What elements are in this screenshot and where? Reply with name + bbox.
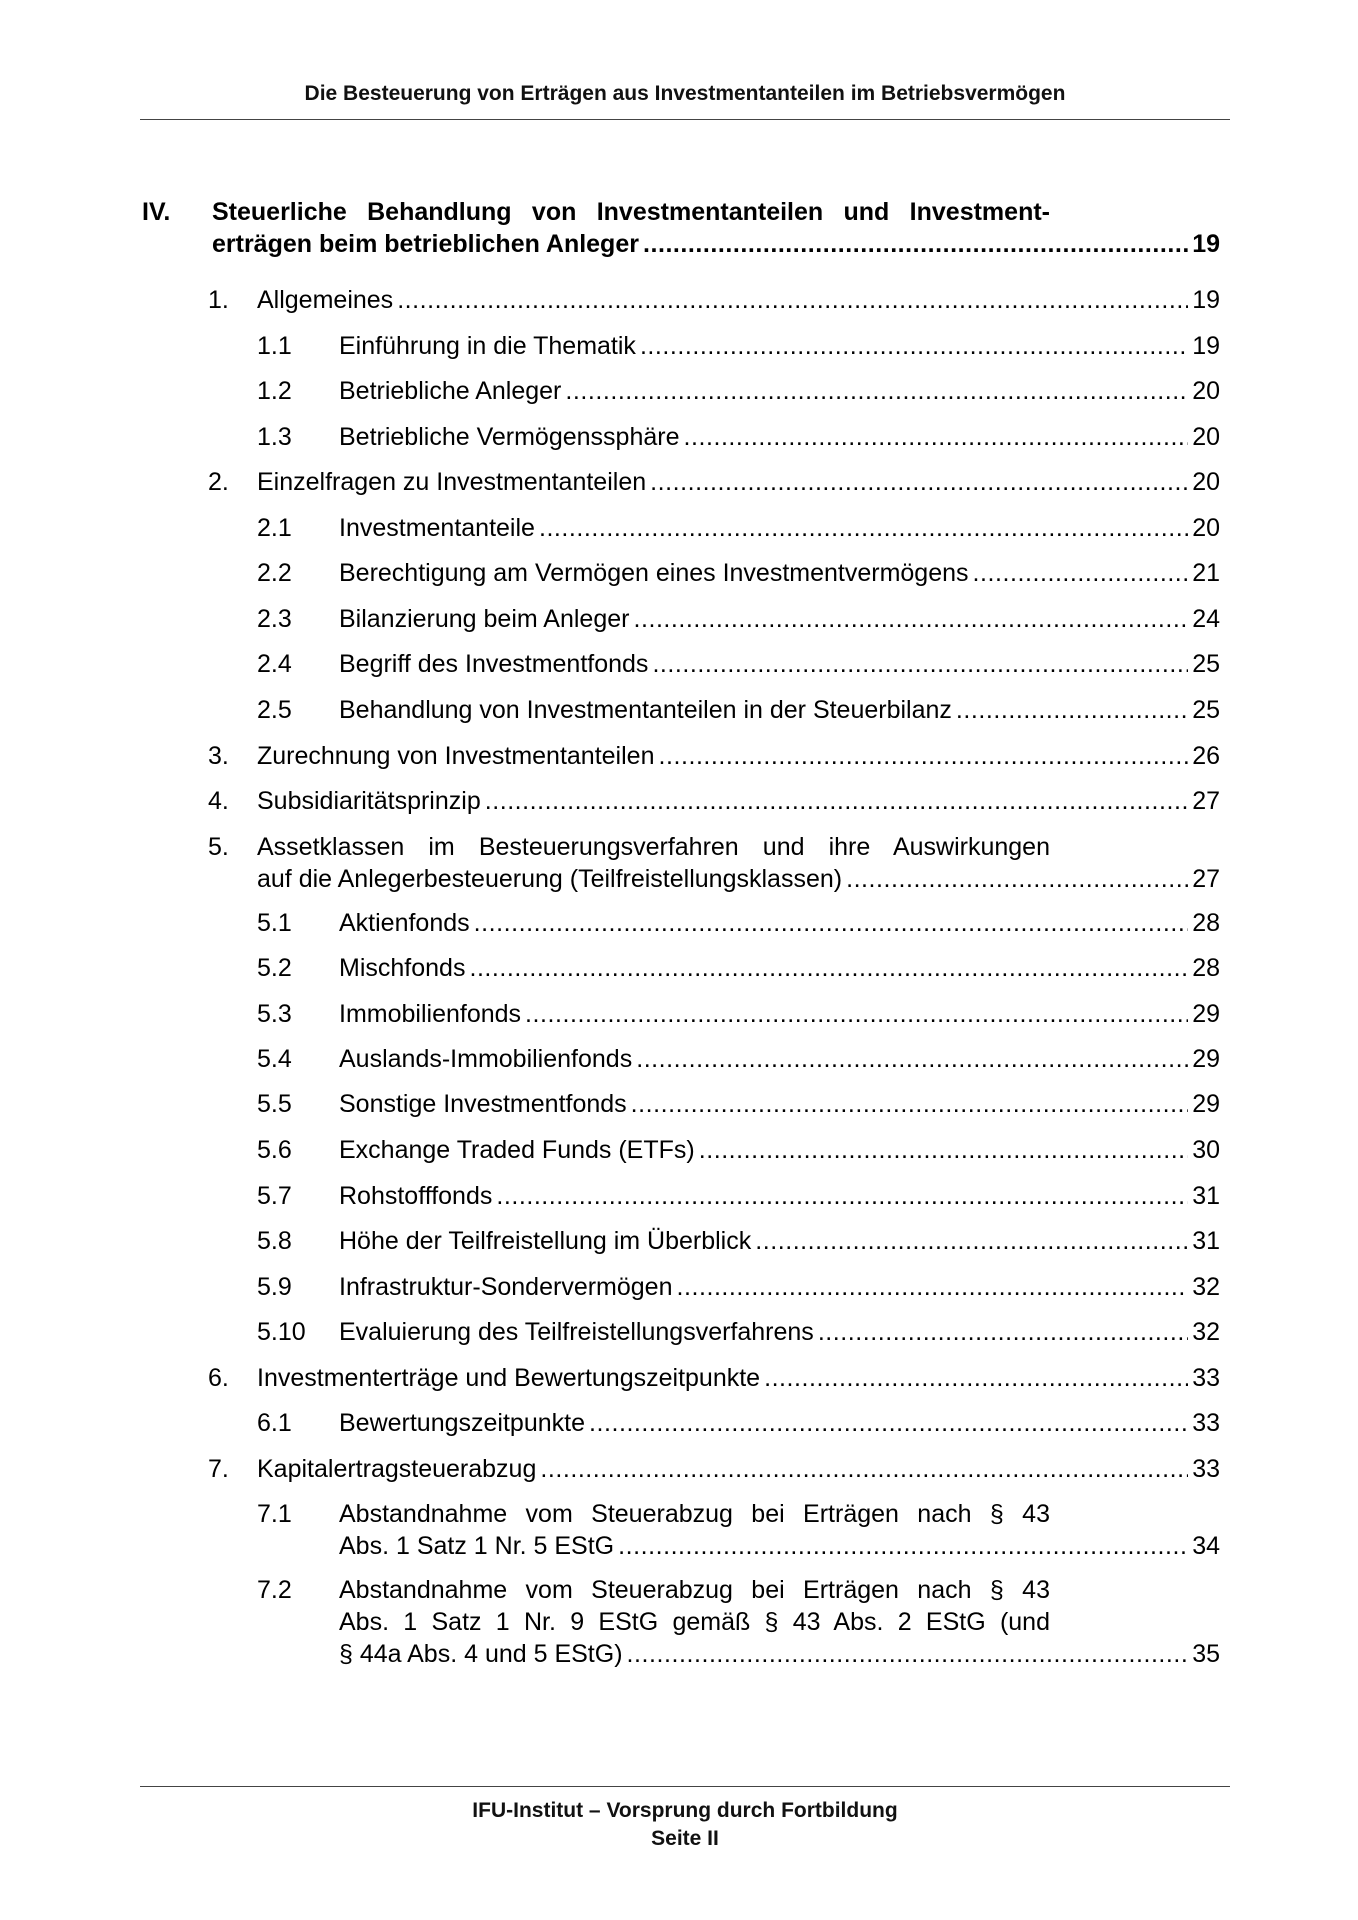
- footer-divider: [140, 1786, 1230, 1787]
- toc-entry-number: 5.10: [257, 1318, 306, 1346]
- toc-entry-title: Investmentanteile: [339, 514, 535, 542]
- toc-entry[interactable]: [142, 196, 1220, 260]
- toc-entry[interactable]: [257, 557, 1220, 589]
- toc-entry-number: 1.1: [257, 332, 292, 360]
- toc-entry-number: 7.2: [257, 1576, 292, 1604]
- toc-entry-number: 2.5: [257, 696, 292, 724]
- toc-entry-page: 20: [1192, 468, 1220, 496]
- toc-entry-page: 29: [1192, 1045, 1220, 1073]
- toc-entry[interactable]: [257, 1043, 1220, 1075]
- toc-dot-leader: [643, 228, 1188, 260]
- toc-entry-title: Behandlung von Investmentanteilen in der Steuerbilanz: [339, 696, 952, 724]
- toc-entry[interactable]: [257, 1407, 1220, 1439]
- toc-entry-title: Exchange Traded Funds (ETFs): [339, 1136, 695, 1164]
- toc-entry-page: 34: [1192, 1532, 1220, 1560]
- toc-entry[interactable]: [208, 1453, 1220, 1485]
- toc-entry-number: 5.9: [257, 1273, 292, 1301]
- toc-entry[interactable]: [257, 1134, 1220, 1166]
- toc-entry-page: 29: [1192, 1090, 1220, 1118]
- toc-entry-page: 25: [1192, 650, 1220, 678]
- toc-entry[interactable]: [208, 740, 1220, 772]
- toc-dot-leader: [485, 785, 1188, 817]
- toc-entry-page: 24: [1192, 605, 1220, 633]
- toc-dot-leader: [565, 375, 1188, 407]
- toc-entry-title: Sonstige Investmentfonds: [339, 1090, 627, 1118]
- toc-dot-leader: [652, 648, 1188, 680]
- toc-entry-number: 5.1: [257, 909, 292, 937]
- toc-dot-leader: [627, 1638, 1189, 1670]
- toc-entry[interactable]: [257, 1498, 1220, 1562]
- toc-entry[interactable]: [257, 375, 1220, 407]
- toc-entry-page: 19: [1192, 230, 1220, 258]
- toc-dot-leader: [540, 1453, 1188, 1485]
- toc-dot-leader: [496, 1180, 1188, 1212]
- toc-entry-title: Immobilienfonds: [339, 1000, 522, 1028]
- toc-dot-leader: [640, 330, 1188, 362]
- toc-entry-number: 2.2: [257, 559, 292, 587]
- toc-entry-page: 35: [1192, 1640, 1220, 1668]
- toc-entry-number: 5.5: [257, 1090, 292, 1118]
- toc-dot-leader: [650, 466, 1188, 498]
- toc-entry-title: Abs. 1 Satz 1 Nr. 5 EStG: [339, 1532, 615, 1560]
- toc-entry[interactable]: [257, 694, 1220, 726]
- toc-entry-number: 2.1: [257, 514, 292, 542]
- toc-entry-page: 20: [1192, 514, 1220, 542]
- toc-entry-title: Begriff des Investmentfonds: [339, 650, 649, 678]
- toc-entry-page: 20: [1192, 423, 1220, 451]
- toc-entry[interactable]: [208, 284, 1220, 316]
- toc-entry[interactable]: [257, 1271, 1220, 1303]
- toc-entry-number: 5.: [208, 833, 229, 861]
- toc-entry-number: 6.1: [257, 1409, 292, 1437]
- toc-entry[interactable]: [257, 421, 1220, 453]
- toc-dot-leader: [474, 907, 1189, 939]
- toc-entry-number: 5.7: [257, 1182, 292, 1210]
- toc-entry-title: Auslands-Immobilienfonds: [339, 1045, 633, 1073]
- toc-dot-leader: [956, 694, 1188, 726]
- toc-dot-leader: [699, 1134, 1188, 1166]
- toc-entry-title: auf die Anlegerbesteuerung (Teilfreistellungsklassen): [257, 865, 843, 893]
- toc-entry-page: 33: [1192, 1455, 1220, 1483]
- toc-entry-title: Kapitalertragsteuerabzug: [257, 1455, 537, 1483]
- toc-entry-page: 26: [1192, 742, 1220, 770]
- toc-entry-title: Bewertungszeitpunkte: [339, 1409, 585, 1437]
- toc-entry[interactable]: [257, 330, 1220, 362]
- toc-entry[interactable]: [257, 512, 1220, 544]
- toc-entry-title: Berechtigung am Vermögen eines Investmentvermögens: [339, 559, 969, 587]
- toc-entry-title: Infrastruktur-Sondervermögen: [339, 1273, 673, 1301]
- toc-entry-page: 31: [1192, 1227, 1220, 1255]
- toc-entry-title: Investmenterträge und Bewertungszeitpunkte: [257, 1364, 761, 1392]
- toc-entry-title: Zurechnung von Investmentanteilen: [257, 742, 655, 770]
- page-header-title: Die Besteuerung von Erträgen aus Investmentanteilen im Betriebsvermögen: [304, 82, 1066, 105]
- toc-dot-leader: [755, 1225, 1188, 1257]
- toc-entry-title: Evaluierung des Teilfreistellungsverfahrens: [339, 1318, 814, 1346]
- toc-entry-number: 1.3: [257, 423, 292, 451]
- toc-entry[interactable]: [208, 785, 1220, 817]
- toc-entry-page: 19: [1192, 286, 1220, 314]
- toc-entry-number: 1.2: [257, 377, 292, 405]
- toc-entry-title: Steuerliche Behandlung von Investmentanteilen und Investment-: [212, 198, 1050, 226]
- toc-entry-number: 5.4: [257, 1045, 292, 1073]
- toc-entry-number: 5.6: [257, 1136, 292, 1164]
- toc-entry-number: 7.1: [257, 1500, 292, 1528]
- toc-entry-page: 20: [1192, 377, 1220, 405]
- toc-entry-page: 32: [1192, 1273, 1220, 1301]
- toc-dot-leader: [633, 603, 1188, 635]
- toc-entry-page: 28: [1192, 909, 1220, 937]
- toc-entry-title: Subsidiaritätsprinzip: [257, 787, 481, 815]
- toc-entry-number: 4.: [208, 787, 229, 815]
- toc-entry-number: 2.3: [257, 605, 292, 633]
- toc-entry[interactable]: [208, 1362, 1220, 1394]
- toc-entry-page: 30: [1192, 1136, 1220, 1164]
- toc-entry[interactable]: [257, 1225, 1220, 1257]
- toc-entry-page: 27: [1192, 865, 1220, 893]
- toc-entry-page: 21: [1192, 559, 1220, 587]
- toc-entry-page: 33: [1192, 1364, 1220, 1392]
- toc-entry-page: 19: [1192, 332, 1220, 360]
- toc-entry-title: Mischfonds: [339, 954, 466, 982]
- toc-entry-number: 2.: [208, 468, 229, 496]
- toc-entry-title: Aktienfonds: [339, 909, 470, 937]
- toc-entry[interactable]: [257, 998, 1220, 1030]
- toc-entry-number: 1.: [208, 286, 229, 314]
- toc-entry-page: 32: [1192, 1318, 1220, 1346]
- toc-dot-leader: [539, 512, 1188, 544]
- toc-dot-leader: [676, 1271, 1188, 1303]
- toc-entry-number: 7.: [208, 1455, 229, 1483]
- toc-entry-title: § 44a Abs. 4 und 5 EStG): [339, 1640, 623, 1668]
- toc-entry-title: Allgemeines: [257, 286, 394, 314]
- toc-entry[interactable]: [257, 648, 1220, 680]
- footer-page-number: Seite II: [651, 1827, 719, 1850]
- toc-entry[interactable]: [257, 907, 1220, 939]
- toc-entry-title: Bilanzierung beim Anleger: [339, 605, 630, 633]
- toc-entry-page: 25: [1192, 696, 1220, 724]
- toc-entry-page: 28: [1192, 954, 1220, 982]
- toc-entry-number: 6.: [208, 1364, 229, 1392]
- toc-entry[interactable]: [257, 952, 1220, 984]
- toc-entry-page: 29: [1192, 1000, 1220, 1028]
- toc-entry-title: Assetklassen im Besteuerungsverfahren und ihre Auswirkungen: [257, 833, 1050, 861]
- toc-dot-leader: [469, 952, 1188, 984]
- toc-entry[interactable]: [257, 1180, 1220, 1212]
- toc-dot-leader: [973, 557, 1189, 589]
- toc-dot-leader: [525, 998, 1188, 1030]
- toc-entry-title: Abstandnahme vom Steuerabzug bei Erträgen nach § 43: [339, 1500, 1050, 1528]
- toc-entry-number: IV.: [142, 198, 171, 226]
- toc-entry-title: Rohstofffonds: [339, 1182, 493, 1210]
- toc-entry-number: 2.4: [257, 650, 292, 678]
- toc-dot-leader: [846, 863, 1188, 895]
- toc-dot-leader: [764, 1362, 1188, 1394]
- toc-entry-title: Abstandnahme vom Steuerabzug bei Erträgen nach § 43: [339, 1576, 1050, 1604]
- toc-dot-leader: [589, 1407, 1188, 1439]
- toc-entry-number: 5.8: [257, 1227, 292, 1255]
- toc-entry-page: 33: [1192, 1409, 1220, 1437]
- toc-entry[interactable]: [257, 1088, 1220, 1120]
- toc-dot-leader: [658, 740, 1188, 772]
- toc-entry[interactable]: [257, 603, 1220, 635]
- toc-entry[interactable]: [257, 1574, 1220, 1670]
- toc-entry-title: erträgen beim betrieblichen Anleger: [212, 230, 639, 258]
- toc-dot-leader: [636, 1043, 1188, 1075]
- toc-entry-title: Betriebliche Anleger: [339, 377, 562, 405]
- toc-entry-number: 5.2: [257, 954, 292, 982]
- toc-entry[interactable]: [208, 466, 1220, 498]
- toc-entry-title: Einzelfragen zu Investmentanteilen: [257, 468, 647, 496]
- toc-dot-leader: [683, 421, 1188, 453]
- toc-dot-leader: [818, 1316, 1188, 1348]
- toc-entry[interactable]: [257, 1316, 1220, 1348]
- toc-dot-leader: [631, 1088, 1189, 1120]
- toc-entry-page: 27: [1192, 787, 1220, 815]
- toc-entry-title: Einführung in die Thematik: [339, 332, 636, 360]
- toc-entry-title: Abs. 1 Satz 1 Nr. 9 EStG gemäß § 43 Abs. 2 EStG (und: [339, 1608, 1050, 1636]
- footer-institute: IFU-Institut – Vorsprung durch Fortbildung: [472, 1799, 898, 1822]
- toc-dot-leader: [397, 284, 1188, 316]
- toc-dot-leader: [618, 1530, 1188, 1562]
- toc-entry-number: 3.: [208, 742, 229, 770]
- toc-entry[interactable]: [208, 831, 1220, 895]
- toc-entry-page: 31: [1192, 1182, 1220, 1210]
- toc-entry-number: 5.3: [257, 1000, 292, 1028]
- toc-entry-title: Betriebliche Vermögenssphäre: [339, 423, 680, 451]
- toc-entry-title: Höhe der Teilfreistellung im Überblick: [339, 1227, 752, 1255]
